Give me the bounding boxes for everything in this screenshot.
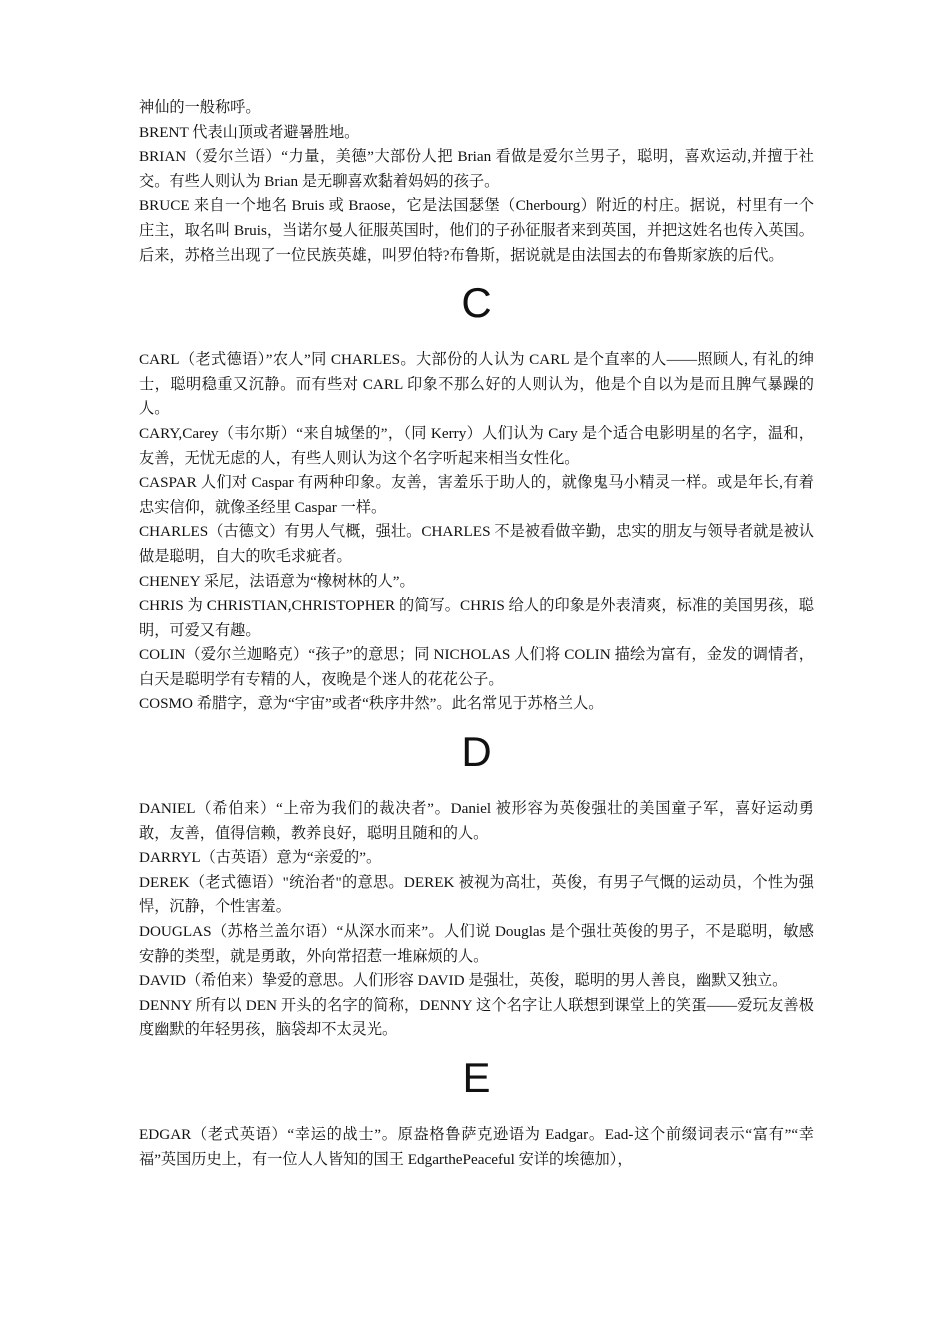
entry-paragraph: CHENEY 采尼，法语意为“橡树林的人”。 — [139, 572, 415, 590]
entry-paragraph: DANIEL（希伯来）“上帝为我们的裁决者”。Daniel 被形容为英俊强壮的美国童子军，喜好运动勇敢，友善，值得信赖，教养良好，聪明且随和的人。 — [139, 800, 814, 842]
section-b-continued — [139, 96, 814, 268]
entry-paragraph: DARRYL（古英语）意为“亲爱的”。 — [139, 849, 382, 867]
entry-paragraph: BRUCE 来自一个地名 Bruis 或 Braose，它是法国瑟堡（Cherbourg）附近的村庄。据说，村里有一个庄主，取名叫 Bruis，当诺尔曼人征服英国时，他们的子孙征服者来到英国，并把这姓名也传入英国。后来，苏格兰出现了一位民族英雄，叫罗伯特?布鲁斯，据说就是由法国去的布鲁斯家族的后代。 — [139, 197, 814, 264]
section-c — [139, 348, 814, 717]
section-heading-c: C — [461, 279, 492, 327]
document-page — [139, 96, 814, 1172]
entry-paragraph: DENNY 所有以 DEN 开头的名字的简称，DENNY 这个名字让人联想到课堂上的笑蛋——爱玩友善极度幽默的年轻男孩，脑袋却不太灵光。 — [139, 996, 814, 1039]
entry-paragraph: EDGAR（老式英语）“幸运的战士”。原盎格鲁萨克逊语为 Eadgar。Ead-这个前缀词表示“富有”“幸福”英国历史上，有一位人人皆知的国王 EdgarthePeaceful 安详的埃德加）， — [139, 1126, 814, 1168]
section-e — [139, 1123, 814, 1172]
entry-paragraph: COLIN（爱尔兰迦略克）“孩子”的意思；同 NICHOLAS 人们将 COLIN 描绘为富有，金发的调情者，白天是聪明学有专精的人，夜晚是个迷人的花花公子。 — [139, 646, 814, 688]
entry-paragraph: BRIAN（爱尔兰语）“力量，美德”大部份人把 Brian 看做是爱尔兰男子，聪明，喜欢运动,并擅于社交。有些人则认为 Brian 是无聊喜欢黏着妈妈的孩子。 — [139, 148, 814, 190]
entry-paragraph: CHRIS 为 CHRISTIAN,CHRISTOPHER 的简写。CHRIS 给人的印象是外表清爽，标准的美国男孩，聪明，可爱又有趣。 — [139, 597, 814, 639]
entry-paragraph: DEREK（老式德语）"统治者"的意思。DEREK 被视为高壮，英俊，有男子气慨的运动员，个性为强悍，沉静，个性害羞。 — [139, 873, 814, 916]
section-heading-d: D — [461, 728, 492, 776]
entry-paragraph: 神仙的一般称呼。 — [139, 99, 261, 116]
section-heading-e: E — [462, 1054, 491, 1101]
entry-paragraph: BRENT 代表山顶或者避暑胜地。 — [139, 123, 360, 141]
entry-paragraph: DOUGLAS（苏格兰盖尔语）“从深水而来”。人们说 Douglas 是个强壮英俊的男子，不是聪明，敏感安静的类型，就是勇敢，外向常招惹一堆麻烦的人。 — [139, 923, 814, 965]
entry-paragraph: COSMO 希腊字，意为“宇宙”或者“秩序井然”。此名常见于苏格兰人。 — [139, 695, 604, 713]
entry-paragraph: DAVID（希伯来）挚爱的意思。人们形容 DAVID 是强壮，英俊，聪明的男人善良，幽默又独立。 — [139, 972, 788, 990]
entry-paragraph: CARL（老式德语）”农人”同 CHARLES。大部份的人认为 CARL 是个直率的人——照顾人, 有礼的绅士，聪明稳重又沉静。而有些对 CARL 印象不那么好的人则认为，他是个自以为是而且脾气暴躁的人。 — [139, 351, 814, 418]
entry-paragraph: CARY,Carey（韦尔斯）“来自城堡的”，（同 Kerry）人们认为 Cary 是个适合电影明星的名字，温和，友善，无忧无虑的人，有些人则认为这个名字听起来相当女性化。 — [139, 424, 814, 467]
entry-paragraph: CASPAR 人们对 Caspar 有两种印象。友善，害羞乐于助人的，就像鬼马小精灵一样。或是年长,有着忠实信仰，就像圣经里 Caspar 一样。 — [139, 474, 814, 516]
section-d — [139, 797, 814, 1043]
entry-paragraph: CHARLES（古德文）有男人气概，强壮。CHARLES 不是被看做辛勤，忠实的朋友与领导者就是被认做是聪明，自大的吹毛求疵者。 — [139, 523, 814, 565]
